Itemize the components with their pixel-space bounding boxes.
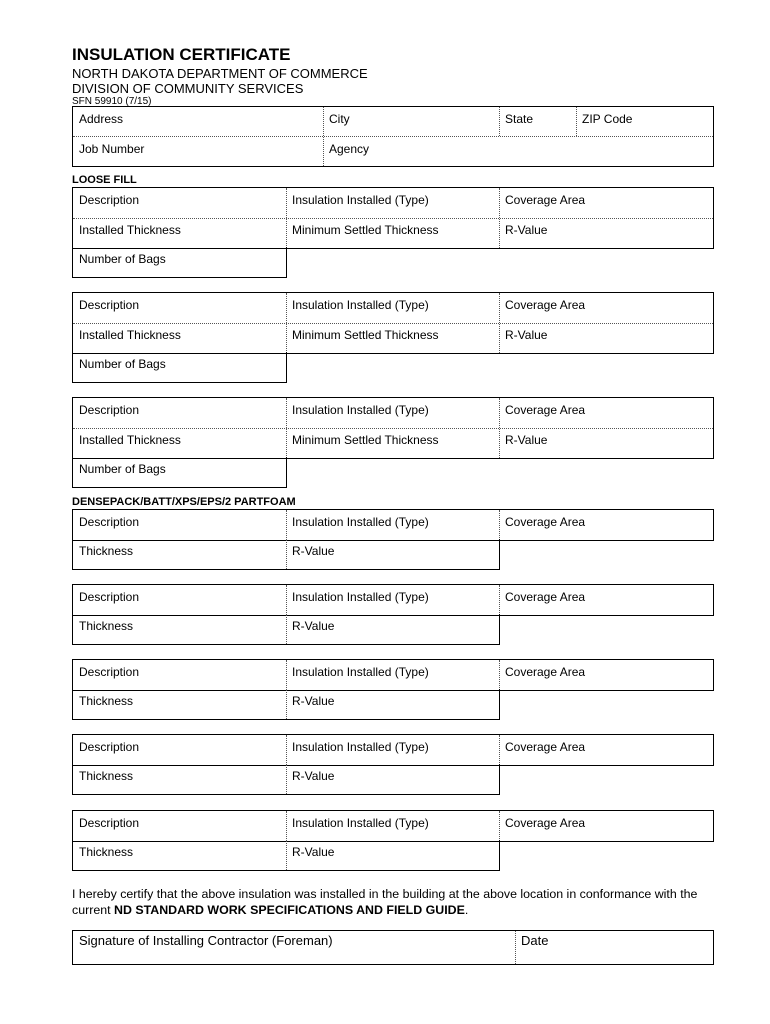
coverage-area-field[interactable]: Coverage Area xyxy=(505,590,586,604)
densepack-row2 xyxy=(72,689,500,720)
insulation-type-field[interactable]: Insulation Installed (Type) xyxy=(292,298,429,312)
form-title: INSULATION CERTIFICATE xyxy=(72,45,291,64)
bags-box xyxy=(72,457,287,488)
certification-end: . xyxy=(464,903,469,917)
thickness-field[interactable]: Thickness xyxy=(79,544,134,558)
thickness-field[interactable]: Thickness xyxy=(79,769,134,783)
densepack-row2 xyxy=(72,614,500,645)
bags-box xyxy=(72,352,287,383)
minimum-settled-thickness-field[interactable]: Minimum Settled Thickness xyxy=(292,328,439,342)
certification-text: I hereby certify that the above insulation was installed in the building at the above location in conformance with the current xyxy=(72,887,698,917)
description-field[interactable]: Description xyxy=(79,403,140,417)
minimum-settled-thickness-field[interactable]: Minimum Settled Thickness xyxy=(292,223,439,237)
insulation-type-field[interactable]: Insulation Installed (Type) xyxy=(292,515,429,529)
zip-field[interactable]: ZIP Code xyxy=(582,112,633,126)
contractor-signature-field[interactable]: Signature of Installing Contractor (Foreman) xyxy=(79,933,333,948)
r-value-field[interactable]: R-Value xyxy=(292,694,335,708)
minimum-settled-thickness-field[interactable]: Minimum Settled Thickness xyxy=(292,433,439,447)
agency-field[interactable]: Agency xyxy=(329,142,370,156)
installed-thickness-field[interactable]: Installed Thickness xyxy=(79,223,181,237)
insulation-type-field[interactable]: Insulation Installed (Type) xyxy=(292,590,429,604)
coverage-area-field[interactable]: Coverage Area xyxy=(505,298,586,312)
r-value-field[interactable]: R-Value xyxy=(505,328,548,342)
signature-table xyxy=(72,930,714,965)
description-field[interactable]: Description xyxy=(79,193,140,207)
number-of-bags-field[interactable]: Number of Bags xyxy=(79,252,166,266)
densepack-heading: DENSEPACK/BATT/XPS/EPS/2 PARTFOAM xyxy=(72,496,296,508)
r-value-field[interactable]: R-Value xyxy=(292,544,335,558)
loose-fill-block xyxy=(72,187,714,249)
densepack-row2 xyxy=(72,840,500,871)
location-table xyxy=(72,106,714,167)
r-value-field[interactable]: R-Value xyxy=(505,433,548,447)
coverage-area-field[interactable]: Coverage Area xyxy=(505,816,586,830)
r-value-field[interactable]: R-Value xyxy=(292,619,335,633)
number-of-bags-field[interactable]: Number of Bags xyxy=(79,462,166,476)
city-field[interactable]: City xyxy=(329,112,350,126)
coverage-area-field[interactable]: Coverage Area xyxy=(505,193,586,207)
r-value-field[interactable]: R-Value xyxy=(292,769,335,783)
date-field[interactable]: Date xyxy=(521,933,549,948)
description-field[interactable]: Description xyxy=(79,740,140,754)
installed-thickness-field[interactable]: Installed Thickness xyxy=(79,433,181,447)
densepack-block xyxy=(72,509,714,541)
densepack-block xyxy=(72,584,714,616)
densepack-block xyxy=(72,734,714,766)
loose-fill-heading: LOOSE FILL xyxy=(72,174,137,186)
coverage-area-field[interactable]: Coverage Area xyxy=(505,515,586,529)
coverage-area-field[interactable]: Coverage Area xyxy=(505,740,586,754)
department-name: NORTH DAKOTA DEPARTMENT OF COMMERCE xyxy=(72,66,368,81)
description-field[interactable]: Description xyxy=(79,816,140,830)
r-value-field[interactable]: R-Value xyxy=(505,223,548,237)
r-value-field[interactable]: R-Value xyxy=(292,845,335,859)
insulation-type-field[interactable]: Insulation Installed (Type) xyxy=(292,665,429,679)
insulation-type-field[interactable]: Insulation Installed (Type) xyxy=(292,193,429,207)
densepack-row2 xyxy=(72,764,500,795)
loose-fill-block xyxy=(72,292,714,354)
certification-bold: ND STANDARD WORK SPECIFICATIONS AND FIELD GUIDE xyxy=(114,903,465,917)
insulation-type-field[interactable]: Insulation Installed (Type) xyxy=(292,403,429,417)
thickness-field[interactable]: Thickness xyxy=(79,694,134,708)
bags-box xyxy=(72,247,287,278)
loose-fill-block xyxy=(72,397,714,459)
densepack-block xyxy=(72,659,714,691)
description-field[interactable]: Description xyxy=(79,665,140,679)
thickness-field[interactable]: Thickness xyxy=(79,619,134,633)
coverage-area-field[interactable]: Coverage Area xyxy=(505,403,586,417)
installed-thickness-field[interactable]: Installed Thickness xyxy=(79,328,181,342)
certification-statement xyxy=(72,886,712,918)
description-field[interactable]: Description xyxy=(79,515,140,529)
form-number: SFN 59910 (7/15) xyxy=(72,96,152,107)
densepack-row2 xyxy=(72,539,500,570)
description-field[interactable]: Description xyxy=(79,298,140,312)
job-number-field[interactable]: Job Number xyxy=(79,142,145,156)
number-of-bags-field[interactable]: Number of Bags xyxy=(79,357,166,371)
densepack-block xyxy=(72,810,714,842)
insulation-type-field[interactable]: Insulation Installed (Type) xyxy=(292,740,429,754)
state-field[interactable]: State xyxy=(505,112,534,126)
thickness-field[interactable]: Thickness xyxy=(79,845,134,859)
division-name: DIVISION OF COMMUNITY SERVICES xyxy=(72,81,304,96)
insulation-type-field[interactable]: Insulation Installed (Type) xyxy=(292,816,429,830)
description-field[interactable]: Description xyxy=(79,590,140,604)
address-field[interactable]: Address xyxy=(79,112,124,126)
coverage-area-field[interactable]: Coverage Area xyxy=(505,665,586,679)
